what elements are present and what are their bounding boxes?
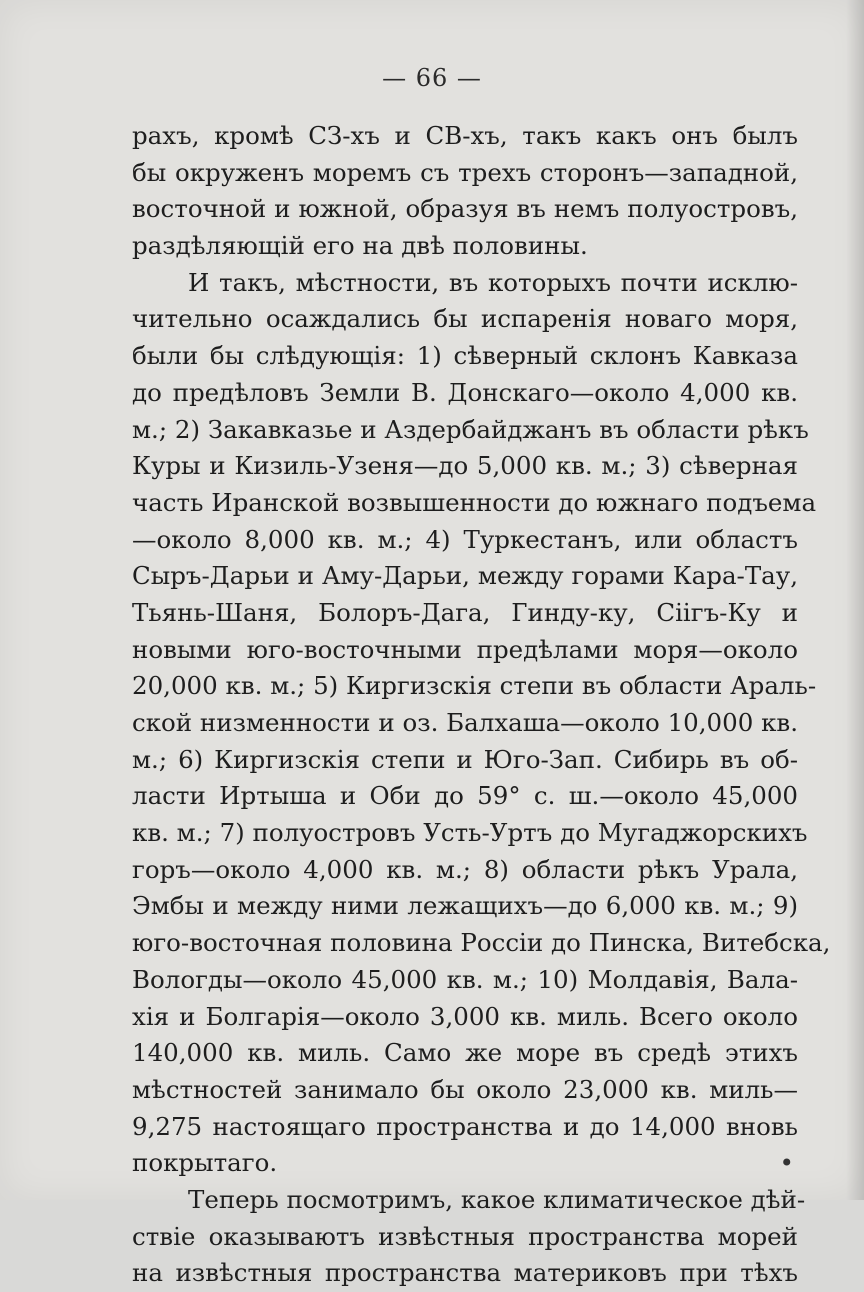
text-line: хія и Болгарія—около 3,000 кв. миль. Всего около: [132, 1001, 798, 1031]
text-line: чительно осаждались бы испаренія новаго моря,: [132, 304, 798, 334]
text-line: 140,000 кв. миль. Само же море въ средѣ этихъ: [132, 1038, 798, 1068]
text-line-final: [132, 1145, 798, 1182]
text-line: 20,000 кв. м.; 5) Киргизскія степи въ области Араль-: [132, 671, 817, 701]
text-line: покрытаго.: [132, 1148, 278, 1178]
text-line: Теперь посмотримъ, какое климатическое дѣй-: [188, 1184, 806, 1214]
text-line: до предѣловъ Земли В. Донскаго—около 4,000 кв.: [132, 377, 798, 407]
text-line: Куры и Кизиль-Узеня—до 5,000 кв. м.; 3) сѣверная: [132, 451, 798, 481]
text-line: Сыръ-Дарьи и Аму-Дарьи, между горами Кара-Тау,: [132, 561, 798, 591]
text-line: юго-восточная половина Россіи до Пинска, Витебска,: [132, 928, 831, 958]
paragraph-2: [132, 265, 831, 1182]
page-number: — 66 —: [382, 64, 482, 92]
paragraph-1: [132, 118, 798, 265]
body-text: [132, 118, 831, 1292]
text-line: бы окруженъ моремъ съ трехъ сторонъ—западной,: [132, 157, 798, 187]
text-line: на извѣстныя пространства материковъ при тѣхъ: [132, 1258, 798, 1288]
text-line: часть Иранской возвышенности до южнаго подъема: [132, 487, 817, 517]
text-line: И такъ, мѣстности, въ которыхъ почти исклю-: [188, 267, 798, 297]
text-line: были бы слѣдующія: 1) сѣверный склонъ Кавказа: [132, 341, 798, 371]
text-line: —около 8,000 кв. м.; 4) Туркестанъ, или областъ: [132, 524, 798, 554]
text-line: ласти Иртыша и Оби до 59° с. ш.—около 45,000: [132, 781, 798, 811]
text-line: восточной и южной, образуя въ немъ полуостровъ,: [132, 194, 798, 224]
text-line: Эмбы и между ними лежащихъ—до 6,000 кв. м.; 9): [132, 891, 798, 921]
page-spine-shadow: [846, 0, 864, 1200]
text-line: 9,275 настоящаго пространства и до 14,000 вновь: [132, 1111, 798, 1141]
paragraph-3: [132, 1182, 806, 1292]
text-line: раздѣляющій его на двѣ половины.: [132, 231, 588, 261]
stray-mark: •: [779, 1148, 794, 1178]
text-line: ской низменности и оз. Балхаша—около 10,000 кв.: [132, 708, 798, 737]
text-line: м.; 2) Закавказье и Аздербайджанъ въ области рѣкъ: [132, 414, 809, 444]
text-line: м.; 6) Киргизскія степи и Юго-Зап. Сибирь въ об-: [132, 744, 798, 774]
text-line: Вологды—около 45,000 кв. м.; 10) Молдавія, Вала-: [132, 964, 798, 994]
text-line: рахъ, кромѣ СЗ-хъ и СВ-хъ, такъ какъ онъ былъ: [132, 121, 798, 150]
text-line: ствіе оказываютъ извѣстныя пространства морей: [132, 1221, 798, 1251]
text-line: мѣстностей занимало бы около 23,000 кв. миль—: [132, 1074, 798, 1104]
text-line: кв. м.; 7) полуостровъ Усть-Уртъ до Мугаджорскихъ: [132, 818, 808, 848]
text-line: новыми юго-восточными предѣлами моря—около: [132, 634, 798, 664]
text-line: Тьянь-Шаня, Болоръ-Дага, Гинду-ку, Сіігъ-Ку и: [132, 597, 798, 627]
text-line: горъ—около 4,000 кв. м.; 8) области рѣкъ Урала,: [132, 854, 798, 884]
